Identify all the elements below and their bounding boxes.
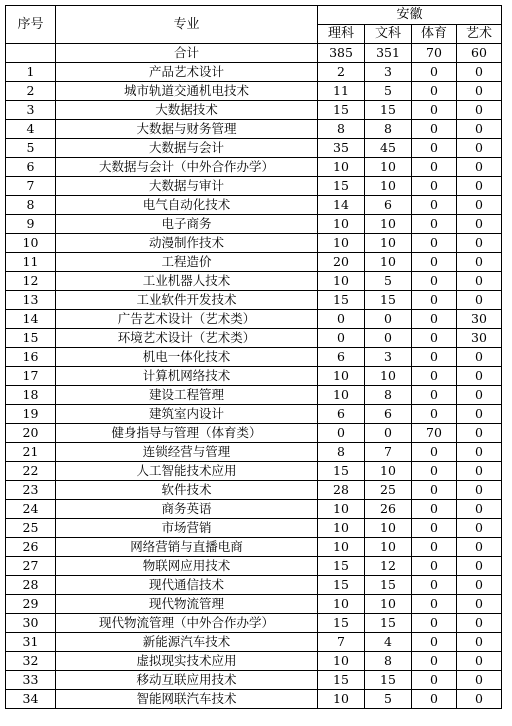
row-value-liberal-arts: 3	[365, 348, 412, 367]
row-value-science: 10	[318, 500, 365, 519]
row-value-sports: 0	[412, 291, 457, 310]
table-row	[6, 234, 502, 253]
header-col-science: 理科	[318, 25, 365, 44]
row-value-art: 0	[457, 595, 502, 614]
table-row	[6, 120, 502, 139]
row-seq: 15	[6, 329, 56, 348]
row-value-sports: 0	[412, 633, 457, 652]
header-col-sports: 体育	[412, 25, 457, 44]
table-row	[6, 158, 502, 177]
header-seq: 序号	[6, 6, 56, 44]
row-major: 现代物流管理	[56, 595, 318, 614]
row-major: 现代通信技术	[56, 576, 318, 595]
row-major: 建设工程管理	[56, 386, 318, 405]
row-value-sports: 0	[412, 215, 457, 234]
row-value-liberal-arts: 26	[365, 500, 412, 519]
row-value-art: 0	[457, 101, 502, 120]
row-value-liberal-arts: 15	[365, 614, 412, 633]
row-value-liberal-arts: 3	[365, 63, 412, 82]
row-major: 健身指导与管理（体育类）	[56, 424, 318, 443]
row-value-sports: 0	[412, 690, 457, 709]
row-seq: 27	[6, 557, 56, 576]
table-row	[6, 557, 502, 576]
row-value-science: 7	[318, 633, 365, 652]
row-value-sports: 0	[412, 443, 457, 462]
row-value-art: 0	[457, 405, 502, 424]
total-art: 60	[457, 44, 502, 63]
row-value-art: 0	[457, 557, 502, 576]
row-value-art: 0	[457, 177, 502, 196]
row-value-art: 0	[457, 443, 502, 462]
row-seq: 24	[6, 500, 56, 519]
row-seq: 12	[6, 272, 56, 291]
row-value-science: 0	[318, 424, 365, 443]
row-major: 电子商务	[56, 215, 318, 234]
row-value-art: 0	[457, 386, 502, 405]
table-row	[6, 500, 502, 519]
row-value-sports: 0	[412, 500, 457, 519]
row-seq: 16	[6, 348, 56, 367]
row-major: 广告艺术设计（艺术类）	[56, 310, 318, 329]
row-value-liberal-arts: 0	[365, 329, 412, 348]
row-value-art: 0	[457, 120, 502, 139]
header-col-liberal-arts: 文科	[365, 25, 412, 44]
row-seq: 8	[6, 196, 56, 215]
row-value-science: 10	[318, 690, 365, 709]
row-major: 工业机器人技术	[56, 272, 318, 291]
row-value-art: 0	[457, 139, 502, 158]
row-value-liberal-arts: 8	[365, 386, 412, 405]
row-value-liberal-arts: 5	[365, 82, 412, 101]
row-major: 动漫制作技术	[56, 234, 318, 253]
table-row	[6, 253, 502, 272]
row-major: 智能网联汽车技术	[56, 690, 318, 709]
table-row	[6, 101, 502, 120]
row-value-science: 20	[318, 253, 365, 272]
row-value-sports: 0	[412, 101, 457, 120]
row-major: 现代物流管理（中外合作办学）	[56, 614, 318, 633]
row-value-art: 0	[457, 367, 502, 386]
header-col-art: 艺术	[457, 25, 502, 44]
row-value-science: 8	[318, 120, 365, 139]
row-value-science: 6	[318, 405, 365, 424]
row-major: 工业软件开发技术	[56, 291, 318, 310]
table-row	[6, 215, 502, 234]
table-row	[6, 348, 502, 367]
table-row	[6, 405, 502, 424]
row-value-sports: 0	[412, 177, 457, 196]
header-province: 安徽	[318, 6, 502, 25]
row-major: 新能源汽车技术	[56, 633, 318, 652]
table-row	[6, 310, 502, 329]
row-value-science: 11	[318, 82, 365, 101]
row-value-sports: 0	[412, 272, 457, 291]
row-value-art: 0	[457, 63, 502, 82]
row-seq: 11	[6, 253, 56, 272]
total-sports: 70	[412, 44, 457, 63]
row-value-science: 10	[318, 215, 365, 234]
row-value-science: 10	[318, 595, 365, 614]
row-seq: 3	[6, 101, 56, 120]
row-value-sports: 0	[412, 329, 457, 348]
row-value-liberal-arts: 7	[365, 443, 412, 462]
table-row	[6, 671, 502, 690]
row-value-science: 10	[318, 158, 365, 177]
row-seq: 10	[6, 234, 56, 253]
row-major: 产品艺术设计	[56, 63, 318, 82]
row-value-liberal-arts: 25	[365, 481, 412, 500]
row-value-science: 10	[318, 519, 365, 538]
row-value-sports: 0	[412, 196, 457, 215]
row-seq: 23	[6, 481, 56, 500]
row-value-science: 0	[318, 310, 365, 329]
row-value-science: 10	[318, 538, 365, 557]
row-value-art: 30	[457, 329, 502, 348]
table-row	[6, 576, 502, 595]
row-seq: 4	[6, 120, 56, 139]
row-major: 电气自动化技术	[56, 196, 318, 215]
row-value-liberal-arts: 0	[365, 424, 412, 443]
row-value-sports: 0	[412, 576, 457, 595]
row-value-art: 0	[457, 348, 502, 367]
table-row	[6, 177, 502, 196]
row-seq: 1	[6, 63, 56, 82]
row-value-liberal-arts: 8	[365, 652, 412, 671]
row-value-science: 10	[318, 386, 365, 405]
row-value-science: 15	[318, 671, 365, 690]
row-value-sports: 0	[412, 367, 457, 386]
row-major: 环境艺术设计（艺术类）	[56, 329, 318, 348]
row-value-liberal-arts: 45	[365, 139, 412, 158]
row-value-science: 15	[318, 177, 365, 196]
row-value-sports: 0	[412, 519, 457, 538]
row-value-art: 0	[457, 652, 502, 671]
row-value-sports: 0	[412, 253, 457, 272]
row-seq: 21	[6, 443, 56, 462]
row-value-sports: 0	[412, 557, 457, 576]
row-major: 大数据与审计	[56, 177, 318, 196]
row-major: 工程造价	[56, 253, 318, 272]
table-body	[6, 44, 502, 709]
row-seq: 13	[6, 291, 56, 310]
row-seq: 34	[6, 690, 56, 709]
row-seq: 9	[6, 215, 56, 234]
row-value-liberal-arts: 10	[365, 538, 412, 557]
row-value-liberal-arts: 10	[365, 519, 412, 538]
row-value-art: 0	[457, 196, 502, 215]
row-seq: 18	[6, 386, 56, 405]
row-value-sports: 0	[412, 63, 457, 82]
row-value-art: 0	[457, 633, 502, 652]
table-row	[6, 367, 502, 386]
row-value-science: 15	[318, 291, 365, 310]
row-value-art: 0	[457, 500, 502, 519]
row-major: 虚拟现实技术应用	[56, 652, 318, 671]
row-major: 建筑室内设计	[56, 405, 318, 424]
table-row	[6, 386, 502, 405]
table-row	[6, 82, 502, 101]
row-value-liberal-arts: 15	[365, 291, 412, 310]
row-value-sports: 0	[412, 462, 457, 481]
row-value-sports: 0	[412, 234, 457, 253]
row-value-science: 15	[318, 557, 365, 576]
row-seq: 14	[6, 310, 56, 329]
table-row	[6, 443, 502, 462]
table-row	[6, 462, 502, 481]
row-value-sports: 0	[412, 310, 457, 329]
row-value-sports: 0	[412, 120, 457, 139]
row-value-liberal-arts: 10	[365, 595, 412, 614]
table-row	[6, 329, 502, 348]
row-value-science: 35	[318, 139, 365, 158]
row-major: 人工智能技术应用	[56, 462, 318, 481]
row-seq: 31	[6, 633, 56, 652]
row-value-art: 0	[457, 481, 502, 500]
row-value-sports: 0	[412, 348, 457, 367]
table-row	[6, 690, 502, 709]
row-value-art: 0	[457, 291, 502, 310]
row-value-sports: 0	[412, 481, 457, 500]
row-value-science: 10	[318, 272, 365, 291]
row-seq: 6	[6, 158, 56, 177]
row-value-liberal-arts: 6	[365, 196, 412, 215]
row-value-science: 2	[318, 63, 365, 82]
total-seq-cell	[6, 44, 56, 63]
row-value-liberal-arts: 5	[365, 272, 412, 291]
row-value-art: 0	[457, 215, 502, 234]
row-major: 城市轨道交通机电技术	[56, 82, 318, 101]
row-major: 连锁经营与管理	[56, 443, 318, 462]
row-value-art: 0	[457, 234, 502, 253]
table-row	[6, 424, 502, 443]
row-value-liberal-arts: 6	[365, 405, 412, 424]
row-value-art: 0	[457, 519, 502, 538]
row-major: 物联网应用技术	[56, 557, 318, 576]
row-value-liberal-arts: 12	[365, 557, 412, 576]
row-value-liberal-arts: 10	[365, 253, 412, 272]
row-value-science: 28	[318, 481, 365, 500]
row-value-science: 15	[318, 101, 365, 120]
row-value-sports: 0	[412, 538, 457, 557]
header-major: 专业	[56, 6, 318, 44]
row-value-liberal-arts: 10	[365, 367, 412, 386]
header-row-1	[6, 6, 502, 25]
total-science: 385	[318, 44, 365, 63]
table-row	[6, 63, 502, 82]
row-major: 软件技术	[56, 481, 318, 500]
row-value-liberal-arts: 10	[365, 215, 412, 234]
row-value-liberal-arts: 0	[365, 310, 412, 329]
row-value-art: 0	[457, 82, 502, 101]
row-value-liberal-arts: 10	[365, 462, 412, 481]
row-value-art: 0	[457, 272, 502, 291]
row-seq: 28	[6, 576, 56, 595]
row-value-sports: 0	[412, 614, 457, 633]
total-label: 合计	[56, 44, 318, 63]
row-value-art: 0	[457, 690, 502, 709]
total-row	[6, 44, 502, 63]
table-row	[6, 538, 502, 557]
row-seq: 26	[6, 538, 56, 557]
table-row	[6, 139, 502, 158]
table-row	[6, 652, 502, 671]
row-value-sports: 70	[412, 424, 457, 443]
row-value-art: 0	[457, 671, 502, 690]
row-value-sports: 0	[412, 158, 457, 177]
row-seq: 7	[6, 177, 56, 196]
row-value-science: 8	[318, 443, 365, 462]
row-value-sports: 0	[412, 82, 457, 101]
table-header	[6, 6, 502, 44]
row-value-liberal-arts: 4	[365, 633, 412, 652]
row-value-liberal-arts: 10	[365, 234, 412, 253]
row-value-science: 10	[318, 652, 365, 671]
row-major: 网络营销与直播电商	[56, 538, 318, 557]
row-value-art: 30	[457, 310, 502, 329]
row-value-art: 0	[457, 462, 502, 481]
row-seq: 29	[6, 595, 56, 614]
row-major: 市场营销	[56, 519, 318, 538]
row-value-science: 15	[318, 462, 365, 481]
row-major: 机电一体化技术	[56, 348, 318, 367]
row-value-science: 10	[318, 367, 365, 386]
row-value-liberal-arts: 15	[365, 101, 412, 120]
row-value-sports: 0	[412, 386, 457, 405]
row-value-science: 10	[318, 234, 365, 253]
row-seq: 17	[6, 367, 56, 386]
row-major: 计算机网络技术	[56, 367, 318, 386]
row-value-art: 0	[457, 253, 502, 272]
row-major: 大数据与会计（中外合作办学）	[56, 158, 318, 177]
total-liberal-arts: 351	[365, 44, 412, 63]
row-seq: 20	[6, 424, 56, 443]
row-seq: 5	[6, 139, 56, 158]
table-row	[6, 272, 502, 291]
row-value-liberal-arts: 15	[365, 576, 412, 595]
table-row	[6, 633, 502, 652]
row-value-liberal-arts: 10	[365, 177, 412, 196]
row-value-art: 0	[457, 576, 502, 595]
row-major: 商务英语	[56, 500, 318, 519]
row-value-sports: 0	[412, 139, 457, 158]
row-value-art: 0	[457, 538, 502, 557]
table-row	[6, 614, 502, 633]
table-row	[6, 481, 502, 500]
row-value-science: 6	[318, 348, 365, 367]
row-value-science: 14	[318, 196, 365, 215]
row-seq: 22	[6, 462, 56, 481]
row-value-art: 0	[457, 158, 502, 177]
row-seq: 25	[6, 519, 56, 538]
row-major: 移动互联应用技术	[56, 671, 318, 690]
table-row	[6, 291, 502, 310]
row-value-liberal-arts: 15	[365, 671, 412, 690]
table-row	[6, 196, 502, 215]
row-seq: 30	[6, 614, 56, 633]
row-seq: 32	[6, 652, 56, 671]
row-value-art: 0	[457, 614, 502, 633]
enrollment-plan-table-container	[5, 5, 502, 709]
row-value-liberal-arts: 10	[365, 158, 412, 177]
row-value-science: 15	[318, 576, 365, 595]
row-value-liberal-arts: 5	[365, 690, 412, 709]
table-row	[6, 595, 502, 614]
row-seq: 19	[6, 405, 56, 424]
enrollment-plan-table	[5, 5, 502, 709]
row-value-sports: 0	[412, 671, 457, 690]
row-major: 大数据技术	[56, 101, 318, 120]
row-seq: 33	[6, 671, 56, 690]
table-row	[6, 519, 502, 538]
row-value-sports: 0	[412, 405, 457, 424]
row-value-sports: 0	[412, 595, 457, 614]
row-value-sports: 0	[412, 652, 457, 671]
row-value-science: 0	[318, 329, 365, 348]
row-value-science: 15	[318, 614, 365, 633]
row-value-liberal-arts: 8	[365, 120, 412, 139]
row-major: 大数据与会计	[56, 139, 318, 158]
row-value-art: 0	[457, 424, 502, 443]
row-major: 大数据与财务管理	[56, 120, 318, 139]
row-seq: 2	[6, 82, 56, 101]
